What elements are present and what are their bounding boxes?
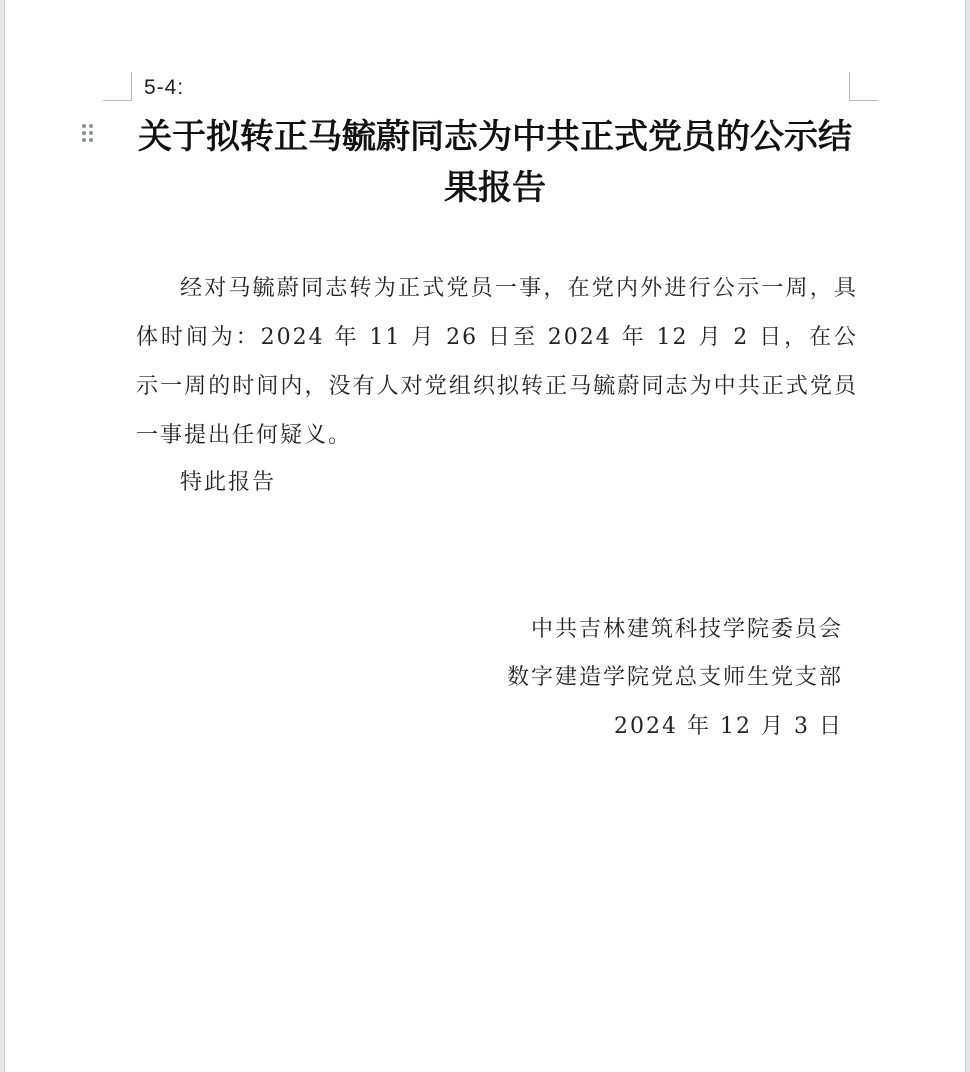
- document-title[interactable]: 关于拟转正马毓蔚同志为中共正式党员的公示结果报告: [138, 117, 852, 208]
- margin-corner-top-left: [103, 72, 132, 101]
- closing-paragraph[interactable]: 特此报告: [180, 470, 277, 495]
- margin-corner-top-right: [849, 72, 878, 101]
- body-paragraph[interactable]: 经对马毓蔚同志转为正式党员一事，在党内外进行公示一周，具体时间为：2024 年 11 月 26 日至 2024 年 12 月 2 日，在公示一周的时间内，没有人对党组织拟转正马毓蔚同志为中共正式党员一事提出任何疑义。: [136, 276, 858, 448]
- signature-date[interactable]: 2024 年 12 月 3 日: [614, 714, 843, 739]
- section-label: 5-4:: [144, 76, 185, 99]
- signature-organization[interactable]: 中共吉林建筑科技学院委员会: [530, 617, 843, 642]
- document-page[interactable]: [4, 0, 966, 1072]
- signature-branch[interactable]: 数字建造学院党总支师生党支部: [506, 665, 843, 690]
- drag-handle-icon[interactable]: [80, 124, 96, 148]
